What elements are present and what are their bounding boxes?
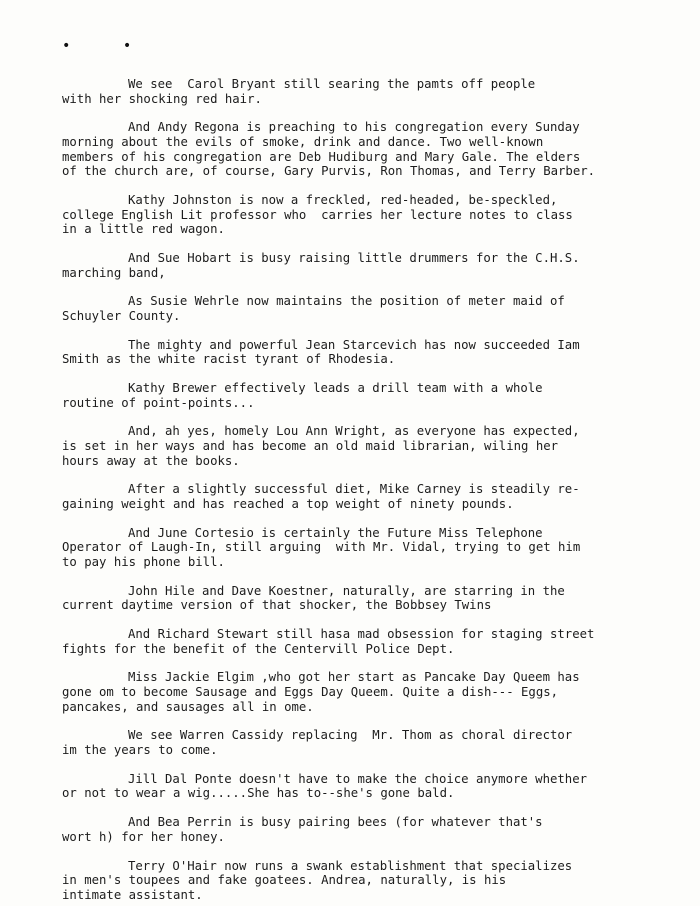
header-marks: • • <box>62 38 154 54</box>
paragraph: After a slightly successful diet, Mike Carney is steadily re- gaining weight and has reached a top weight of ninety pounds. <box>62 482 580 511</box>
paragraph: Kathy Brewer effectively leads a drill team with a whole routine of point-points... <box>62 381 543 410</box>
document-body <box>62 77 662 917</box>
paragraph: And Andy Regona is preaching to his congregation every Sunday morning about the evils of smoke, drink and dance. Two well-known members of his congregation are Deb Hudiburg and Mary Gale. The elders of the church are, of course, Gary Purvis, Ron Thomas, and Terry Barber. <box>62 120 596 179</box>
paragraph: And Richard Stewart still hasa mad obsession for staging street fights for the benefit of the Centervill Police Dept. <box>62 627 595 656</box>
paragraph: Terry O'Hair now runs a swank establishment that specializes in men's toupees and fake goatees. Andrea, naturally, is his intimate assistant. <box>62 858 573 902</box>
paragraph: John Hile and Dave Koestner, naturally, are starring in the current daytime version of that shocker, the Bobbsey Twins <box>62 583 565 613</box>
paragraph: We see Carol Bryant still searing the pamts off people with her shocking red hair. <box>62 77 536 106</box>
paragraph: Kathy Johnston is now a freckled, red-headed, be-speckled, college English Lit professor who carries her lecture notes to class in a little red wagon. <box>62 192 573 237</box>
paragraph: We see Warren Cassidy replacing Mr. Thom as choral director im the years to come. <box>62 728 573 758</box>
paragraph: As Susie Wehrle now maintains the position of meter maid of Schuyler County. <box>62 294 565 323</box>
paragraph: The mighty and powerful Jean Starcevich has now succeeded Iam Smith as the white racist tyrant of Rhodesia. <box>62 337 580 367</box>
paragraph: Miss Jackie Elgim ,who got her start as Pancake Day Queem has gone om to become Sausage and Eggs Day Queem. Quite a dish--- Eggs, pancakes, and sausages all in ome. <box>62 670 580 714</box>
paragraph: And Bea Perrin is busy pairing bees (for whatever that's wort h) for her honey. <box>62 815 543 844</box>
paragraph: And, ah yes, homely Lou Ann Wright, as everyone has expected, is set in her ways and has become an old maid librarian, wiling her hours away at the books. <box>62 424 580 468</box>
paragraph: And Sue Hobart is busy raising little drummers for the C.H.S. marching band, <box>62 250 580 280</box>
paragraph: And June Cortesio is certainly the Future Miss Telephone Operator of Laugh-In, still arguing with Mr. Vidal, trying to get him to pay his phone bill. <box>62 525 581 569</box>
paragraph: Jill Dal Ponte doesn't have to make the choice anymore whether or not to wear a wig.....She has to--she's gone bald. <box>62 771 588 801</box>
